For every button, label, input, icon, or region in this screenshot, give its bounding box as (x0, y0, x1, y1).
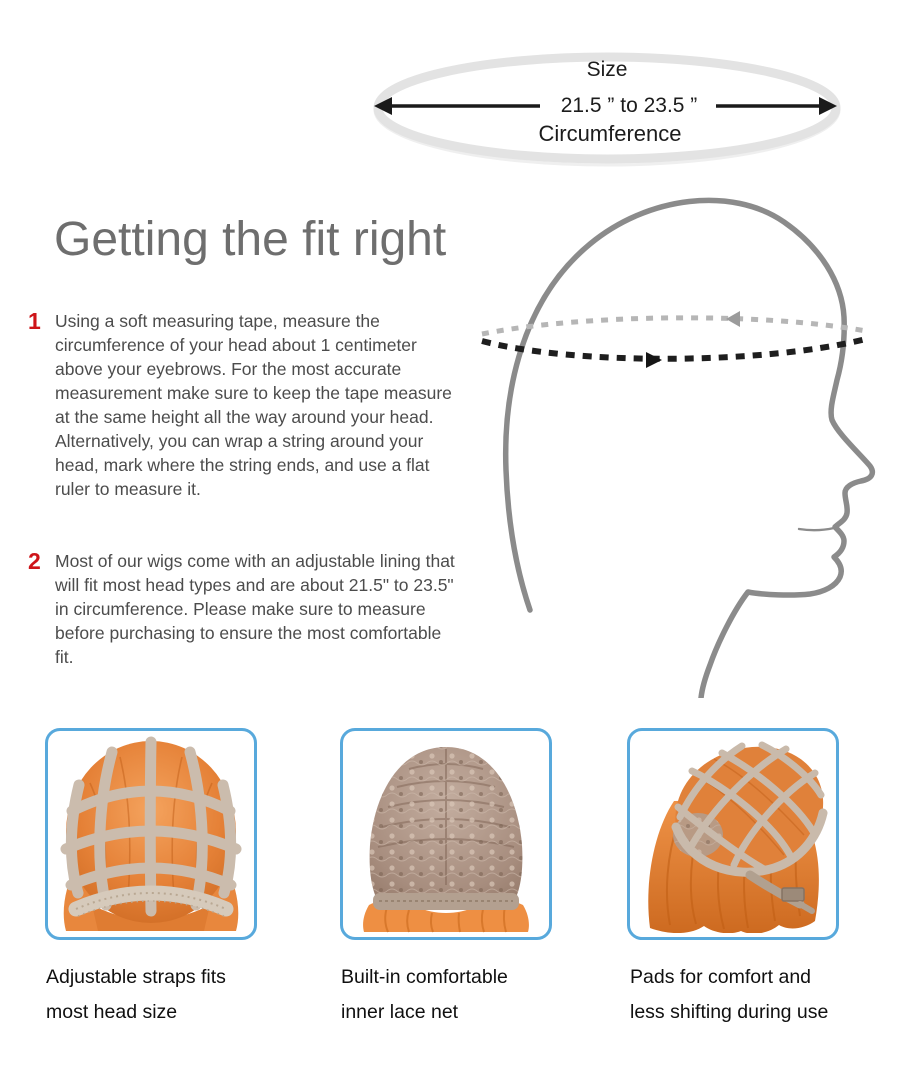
feature-caption-pads-line2: less shifting during use (630, 1001, 829, 1023)
page-title: Getting the fit right (54, 213, 447, 266)
tape-back-dotted-line (482, 318, 866, 334)
tape-front-dotted-line (482, 339, 866, 359)
feature-caption-straps-line2: most head size (46, 1001, 178, 1023)
mouth-line (799, 528, 834, 530)
step-2-number: 2 (28, 548, 41, 574)
feature-caption-lace-line2: inner lace net (341, 1001, 459, 1023)
feature-caption-pads-line1: Pads for comfort and (630, 966, 812, 988)
feature-caption-straps (46, 960, 226, 1030)
wig-cap-lace-image (347, 735, 545, 933)
strap-buckle (782, 888, 804, 901)
size-ring-diagram (366, 42, 844, 174)
wig-cap-back-image (52, 735, 250, 933)
feature-caption-lace (341, 960, 508, 1030)
feature-card-straps-frame (52, 735, 250, 933)
feature-card-lace (340, 728, 552, 940)
head-profile-diagram (462, 182, 904, 698)
wig-cap-side-image (634, 735, 832, 933)
feature-caption-straps-line1: Adjustable straps fits (46, 966, 226, 988)
circumference-label: Circumference (538, 121, 682, 146)
feature-card-straps (45, 728, 257, 940)
lace-net-texture (370, 747, 523, 907)
feature-card-pads-frame (634, 735, 832, 933)
feature-caption-lace-line1: Built-in comfortable (341, 966, 508, 988)
feature-card-lace-frame (347, 735, 545, 933)
step-2-text: Most of our wigs come with an adjustable lining that will fit most head types and are about 21.5" to 23.5" in circumference. Please make sure to measure before purchasing to ensure the most comfortable fit. (55, 551, 455, 667)
step-1-text: Using a soft measuring tape, measure the circumference of your head about 1 centimeter above your eyebrows. For the most accurate measurement make sure to keep the tape measure at the same height all the way around your head. Alternatively, you can wrap a string around your head, mark where the string ends, and use a flat ruler to measure it. (55, 311, 452, 499)
size-label: Size (586, 58, 628, 81)
tape-arrow-left-icon (726, 311, 740, 327)
step-1-number: 1 (28, 308, 41, 334)
tape-arrow-right-icon (646, 352, 662, 368)
feature-card-pads (627, 728, 839, 940)
head-outline (506, 200, 873, 698)
feature-caption-pads (630, 960, 828, 1030)
size-range-value: 21.5 ” to 23.5 ” (560, 94, 698, 117)
